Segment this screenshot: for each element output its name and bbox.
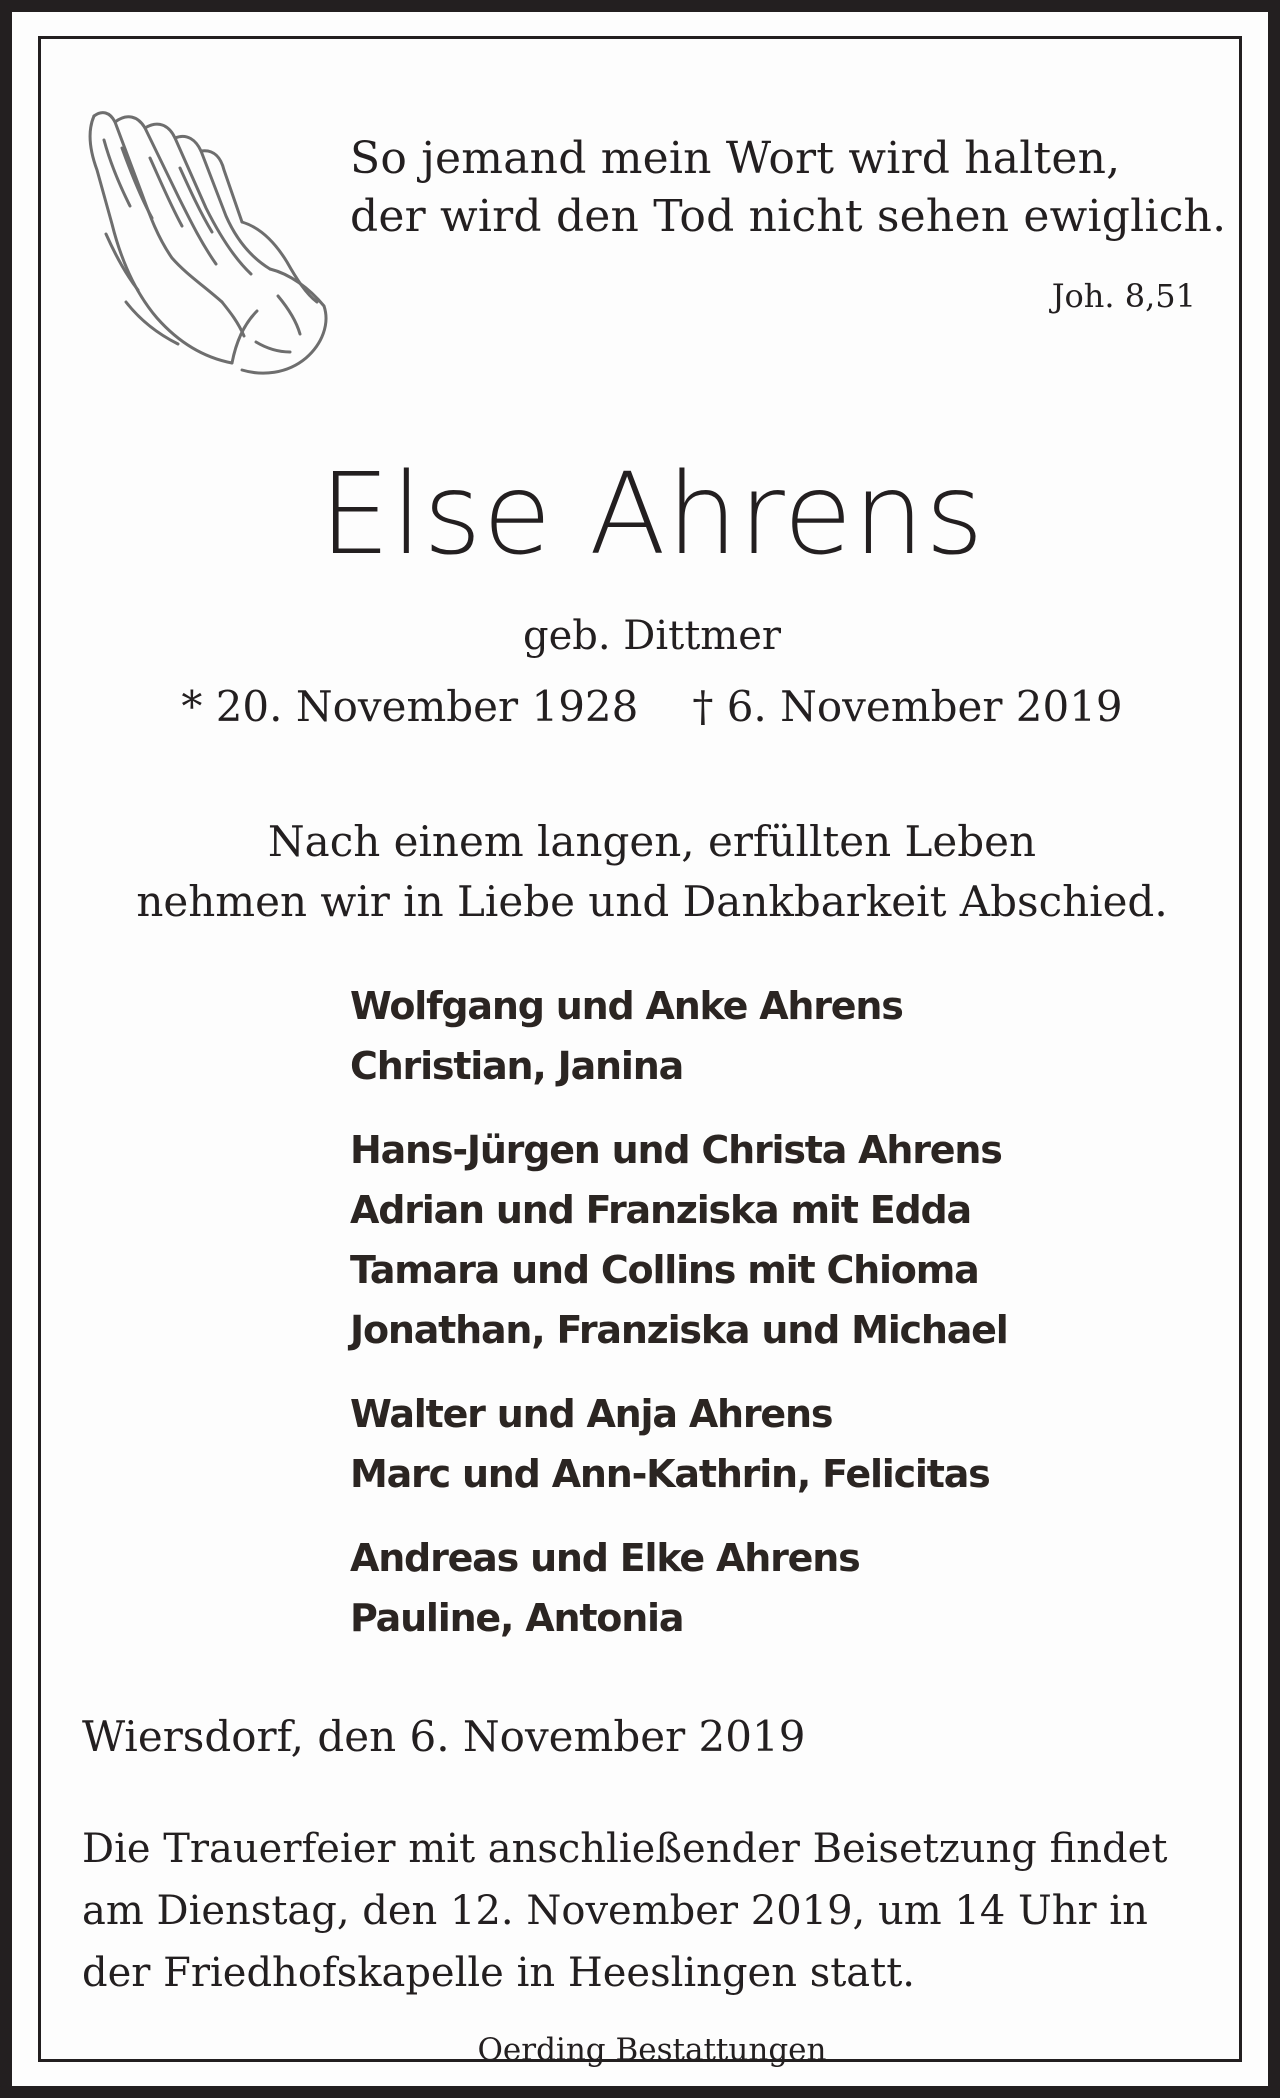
- verse-reference: Joh. 8,51: [1051, 277, 1196, 315]
- family-line: Hans-Jürgen und Christa Ahrens: [350, 1128, 1002, 1172]
- farewell-line-2: nehmen wir in Liebe und Dankbarkeit Abschied.: [136, 877, 1168, 926]
- family-group: [350, 1120, 1250, 1360]
- family-line: Adrian und Franziska mit Edda: [350, 1188, 971, 1232]
- family-line: Wolfgang und Anke Ahrens: [350, 984, 903, 1028]
- praying-hands-icon: [82, 106, 334, 382]
- family-group: [350, 976, 1250, 1096]
- family-line: Pauline, Antonia: [350, 1596, 684, 1640]
- funeral-service-notice: [82, 1818, 1222, 2004]
- family-line: Andreas und Elke Ahrens: [350, 1536, 860, 1580]
- farewell-message: [12, 812, 1280, 932]
- deceased-name: Else Ahrens: [319, 450, 985, 580]
- family-line: Tamara und Collins mit Chioma: [350, 1248, 979, 1292]
- mourners-list: [350, 976, 1250, 1672]
- verse-line-2: der wird den Tod nicht sehen ewiglich.: [350, 191, 1227, 242]
- death-date: † 6. November 2019: [692, 682, 1123, 731]
- bible-verse: [350, 130, 1230, 246]
- birth-date: * 20. November 1928: [181, 682, 639, 731]
- funeral-home-name: Oerding Bestattungen: [477, 2032, 827, 2068]
- ceremony-line-3: der Friedhofskapelle in Heeslingen statt.: [82, 1950, 916, 1996]
- family-line: Christian, Janina: [350, 1044, 684, 1088]
- family-line: Jonathan, Franziska und Michael: [350, 1308, 1008, 1352]
- family-line: Walter und Anja Ahrens: [350, 1392, 833, 1436]
- ceremony-line-1: Die Trauerfeier mit anschließender Beisetzung findet: [82, 1826, 1168, 1872]
- farewell-line-1: Nach einem langen, erfüllten Leben: [267, 817, 1037, 866]
- family-group: [350, 1528, 1250, 1648]
- ceremony-line-2: am Dienstag, den 12. November 2019, um 14 Uhr in: [82, 1888, 1148, 1934]
- birth-name: geb. Dittmer: [522, 613, 782, 659]
- family-group: [350, 1384, 1250, 1504]
- place-and-date: Wiersdorf, den 6. November 2019: [82, 1712, 806, 1761]
- family-line: Marc und Ann-Kathrin, Felicitas: [350, 1452, 990, 1496]
- life-dates: [12, 680, 1280, 734]
- verse-line-1: So jemand mein Wort wird halten,: [350, 133, 1121, 184]
